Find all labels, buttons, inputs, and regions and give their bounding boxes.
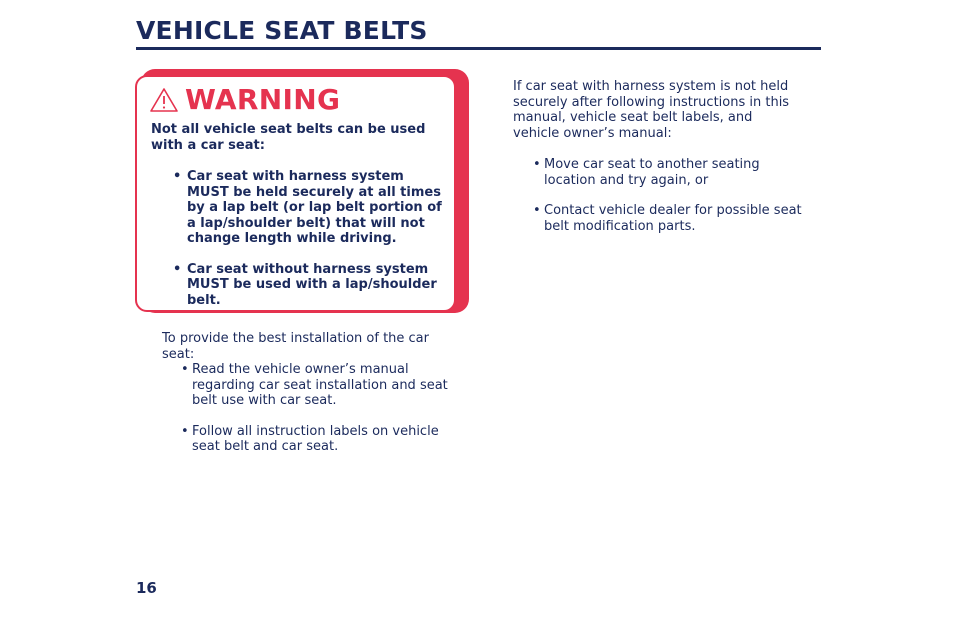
left-bullet-list (179, 362, 465, 470)
page-number: 16 (136, 579, 157, 597)
page-heading: VEHICLE SEAT BELTS (136, 16, 428, 45)
warning-title-row (149, 83, 340, 116)
warning-bullet: • Car seat without harness system MUST be used with a lap/shoulder belt. (171, 262, 446, 309)
right-bullet-list (531, 157, 811, 249)
warning-bullet: • Car seat with harness system MUST be held securely at all times by a lap belt (or lap belt portion of a lap/shoulder belt) that will not change length while driving. (171, 169, 446, 247)
warning-title: WARNING (185, 83, 341, 116)
heading-rule (136, 47, 821, 50)
list-item: • Move car seat to another seating location and try again, or (531, 157, 811, 188)
warning-box (135, 75, 456, 312)
warning-triangle-icon (149, 87, 179, 113)
left-lead-text: To provide the best installation of the car seat: (162, 331, 429, 362)
warning-bullet-list (171, 169, 446, 323)
right-lead-text: If car seat with harness system is not held securely after following instructions in this manual, vehicle seat belt labels, and vehicle owner’s manual: (513, 79, 790, 141)
list-item: • Read the vehicle owner’s manual regarding car seat installation and seat belt use with car seat. (179, 362, 465, 409)
list-item: • Contact vehicle dealer for possible seat belt modification parts. (531, 203, 811, 234)
list-item: • Follow all instruction labels on vehicle seat belt and car seat. (179, 424, 465, 455)
warning-intro: Not all vehicle seat belts can be used with a car seat: (151, 122, 426, 153)
